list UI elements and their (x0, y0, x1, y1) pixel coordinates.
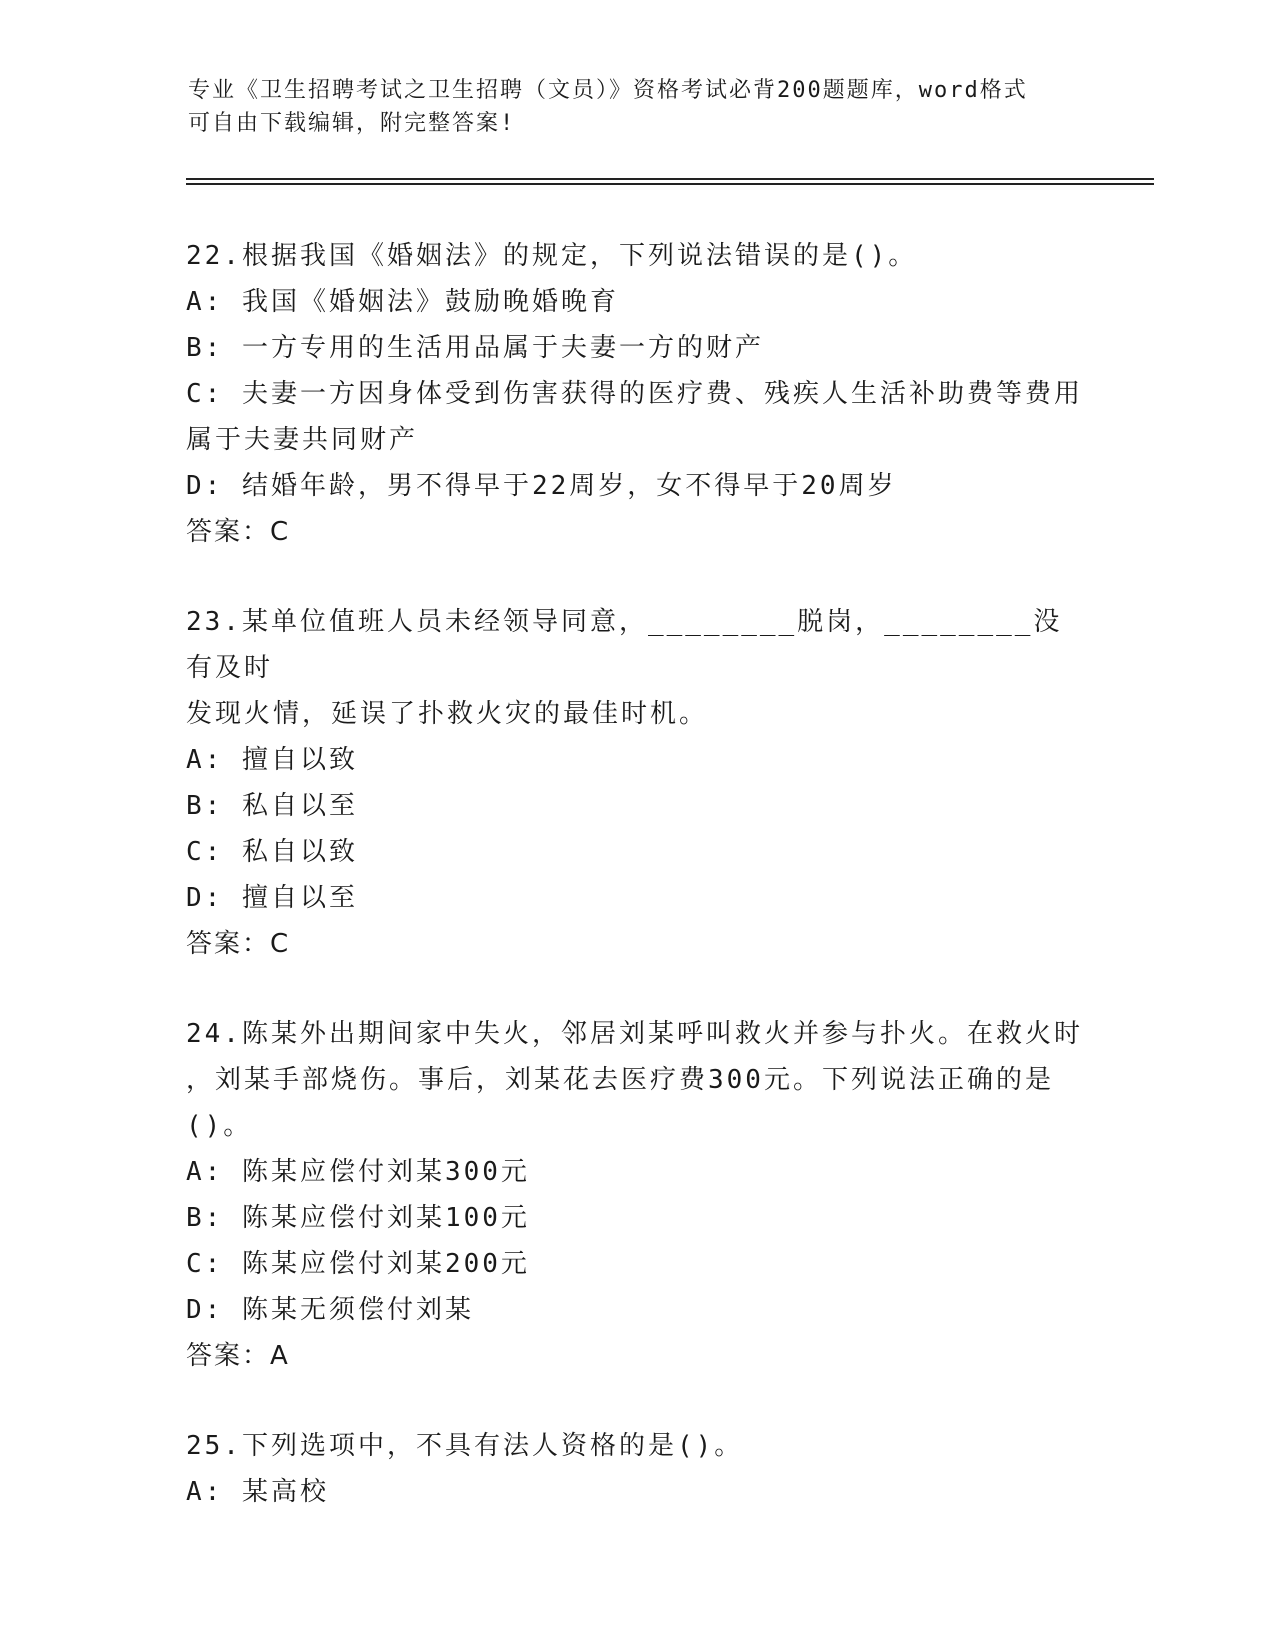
option-line: C: 夫妻一方因身体受到伤害获得的医疗费、残疾人生活补助费等费用 (186, 379, 1083, 409)
option-line: A: 擅自以致 (186, 745, 358, 775)
option-line: B: 一方专用的生活用品属于夫妻一方的财产 (186, 333, 764, 363)
header-divider-top (186, 178, 1154, 180)
question-list (186, 233, 1086, 1559)
question-stem-line: 发现火情，延误了扑救火灾的最佳时机。 (186, 699, 709, 729)
header-line-1: 专业《卫生招聘考试之卫生招聘（文员）》资格考试必背200题题库，word格式 (188, 78, 1028, 103)
answer-line: 答案：C (186, 517, 291, 547)
option-line: C: 陈某应偿付刘某200元 (186, 1249, 530, 1279)
option-line: D: 结婚年龄，男不得早于22周岁，女不得早于20周岁 (186, 471, 897, 501)
question-stem-line: ，刘某手部烧伤。事后，刘某花去医疗费300元。下列说法正确的是 (186, 1065, 1054, 1095)
option-line: A: 陈某应偿付刘某300元 (186, 1157, 530, 1187)
question-stem-line: 25.下列选项中，不具有法人资格的是()。 (186, 1431, 744, 1461)
option-line: B: 陈某应偿付刘某100元 (186, 1203, 530, 1233)
question-stem-line: 22.根据我国《婚姻法》的规定，下列说法错误的是()。 (186, 241, 918, 271)
answer-line: 答案：C (186, 929, 291, 959)
option-line: D: 陈某无须偿付刘某 (186, 1295, 474, 1325)
option-line: 属于夫妻共同财产 (186, 425, 419, 455)
question-stem-line: 23.某单位值班人员未经领导同意，________脱岗，________没有及时 (186, 607, 1063, 683)
question-item (186, 233, 1086, 555)
answer-line: 答案：A (186, 1341, 290, 1371)
question-stem-line: ()。 (186, 1111, 253, 1141)
header-line-2: 可自由下载编辑，附完整答案! (188, 111, 516, 136)
document-header (188, 74, 1068, 140)
header-divider-bottom (186, 183, 1154, 185)
option-line: D: 擅自以至 (186, 883, 358, 913)
question-item (186, 599, 1086, 967)
option-line: A: 我国《婚姻法》鼓励晚婚晚育 (186, 287, 619, 317)
question-item (186, 1011, 1086, 1379)
option-line: B: 私自以至 (186, 791, 358, 821)
question-item (186, 1423, 1086, 1515)
question-stem-line: 24.陈某外出期间家中失火，邻居刘某呼叫救火并参与扑火。在救火时 (186, 1019, 1083, 1049)
option-line: A: 某高校 (186, 1477, 329, 1507)
option-line: C: 私自以致 (186, 837, 358, 867)
